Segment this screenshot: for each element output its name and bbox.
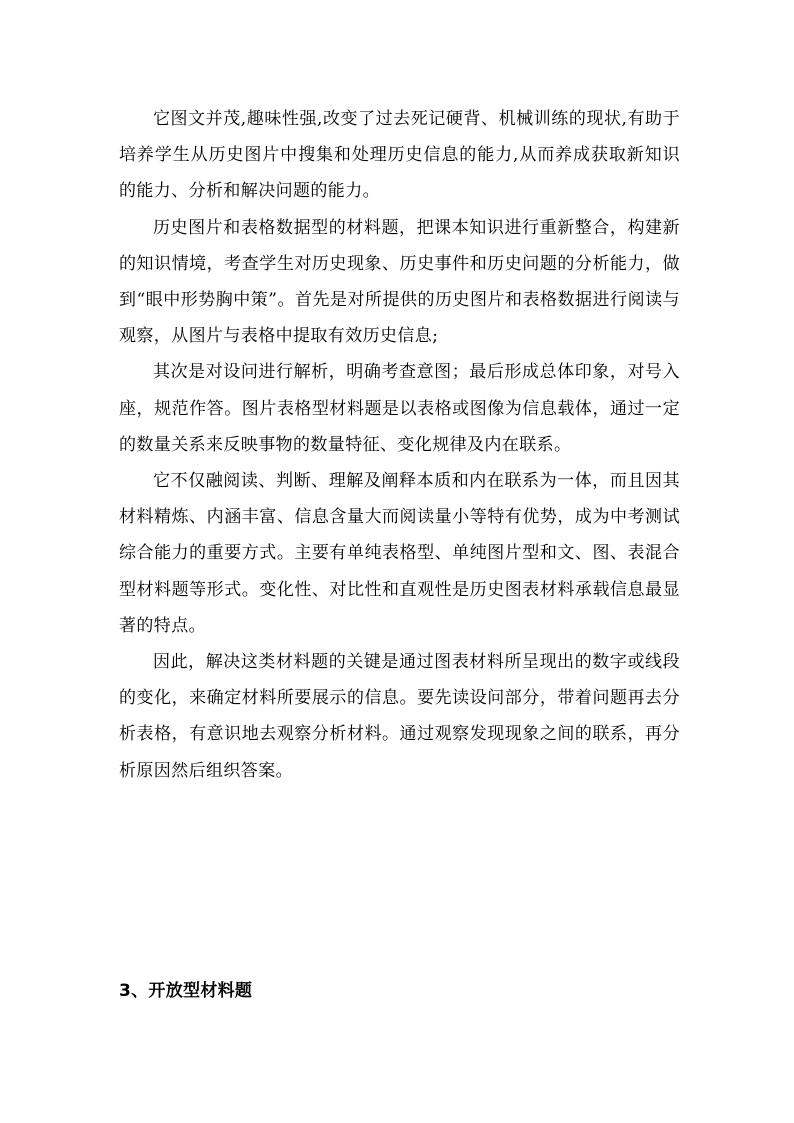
paragraph-1: 它图文并茂,趣味性强,改变了过去死记硬背、机械训练的现状,有助于培养学生从历史图片中搜集和处理历史信息的能力,从而养成获取新知识的能力、分析和解决问题的能力。 — [119, 109, 680, 202]
paragraph-2: 历史图片和表格数据型的材料题，把课本知识进行重新整合，构建新的知识情境，考查学生对历史现象、历史事件和历史问题的分析能力，做到“眼中形势胸中策”。首先是对所提供的历史图片和表格数据进行阅读与观察，从图片与表格中提取有效历史信息; — [119, 217, 680, 347]
paragraph-3: 其次是对设问进行解析，明确考查意图；最后形成总体印象，对号入座，规范作答。图片表格型材料题是以表格或图像为信息载体，通过一定的数量关系来反映事物的数量特征、变化规律及内在联系。 — [119, 362, 680, 455]
paragraph-4: 它不仅融阅读、判断、理解及阐释本质和内在联系为一体，而且因其材料精炼、内涵丰富、信息含量大而阅读量小等特有优势，成为中考测试综合能力的重要方式。主要有单纯表格型、单纯图片型和文、图、表混合型材料题等形式。变化性、对比性和直观性是历史图表材料承载信息最显著的特点。 — [119, 471, 680, 636]
document-body — [119, 101, 680, 789]
paragraph-5: 因此，解决这类材料题的关键是通过图表材料所呈现出的数字或线段的变化，来确定材料所要展示的信息。要先读设问部分，带着问题再去分析表格，有意识地去观察分析材料。通过观察发现现象之间的联系，再分析原因然后组织答案。 — [119, 652, 680, 781]
section-heading: 3、开放型材料题 — [119, 981, 253, 1001]
